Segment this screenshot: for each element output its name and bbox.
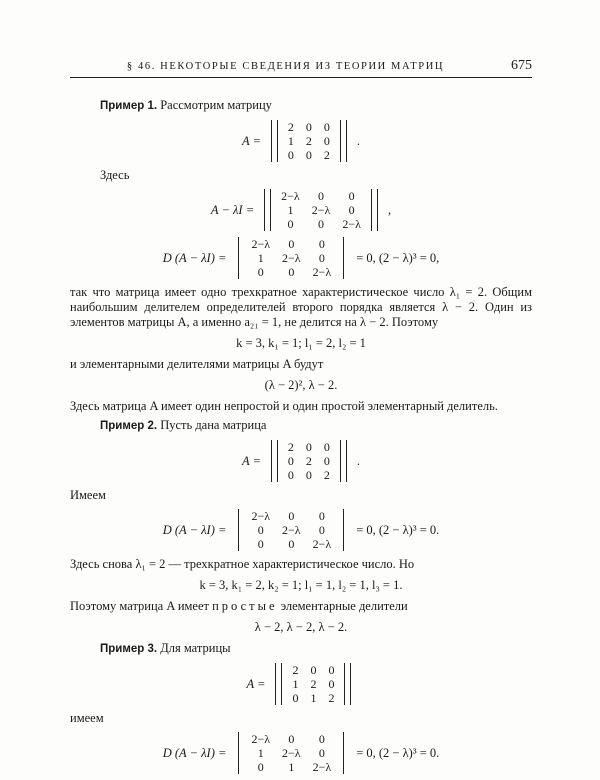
matrix-cell: 0 — [288, 509, 295, 523]
matrix-cell: 0 — [288, 732, 295, 746]
running-title: § 46. НЕКОТОРЫЕ СВЕДЕНИЯ ИЗ ТЕОРИИ МАТРИЦ — [126, 61, 445, 72]
matrix-table — [245, 509, 337, 551]
matrix-bracket — [343, 509, 344, 551]
matrix-table — [282, 440, 336, 482]
matrix-cell: 0 — [292, 691, 299, 705]
matrix-cell: 2 — [287, 440, 294, 454]
matrix-bracket — [340, 440, 347, 482]
matrix-cell: 0 — [287, 454, 294, 468]
matrix-cell: 2−λ — [312, 537, 332, 551]
matrix-cell: 2−λ — [251, 732, 271, 746]
matrix-cell: 0 — [328, 663, 335, 677]
matrix-bracket — [371, 189, 378, 231]
matrix-cell: 0 — [318, 732, 325, 746]
matrix-cell: 2 — [328, 691, 335, 705]
matrix-cell: 0 — [257, 265, 264, 279]
matrix-cell: 0 — [257, 760, 264, 774]
matrix-cell: 2 — [292, 663, 299, 677]
matrix-cell: 1 — [257, 251, 264, 265]
ex2-text2: Поэтому матрица A имеет простые элементарные делители — [70, 599, 408, 613]
matrix-cell: 2−λ — [282, 523, 301, 537]
ex2-have: Имеем — [70, 488, 106, 502]
matrix-cell: 0 — [288, 265, 295, 279]
matrix-cell: 0 — [318, 217, 325, 231]
matrix-cell: 2−λ — [342, 217, 361, 231]
matrix-cell: 2−λ — [312, 760, 332, 774]
ex1-text3: Здесь матрица A имеет один непростой и один простой элементарный делитель. — [70, 399, 498, 413]
ex1-k-line: k = 3, k₁ = 1; l₁ = 2, l₂ = 1 — [236, 336, 366, 350]
matrix-cell: 0 — [328, 677, 335, 691]
ex3-intro: Пример 3. Для матрицы — [100, 641, 231, 655]
matrix-cell: 2 — [323, 148, 330, 162]
matrix-bracket — [340, 120, 347, 162]
ex1-intro: Пример 1. Рассмотрим матрицу — [100, 98, 272, 112]
matrix-cell: 0 — [305, 440, 312, 454]
matrix-cell: 0 — [287, 468, 294, 482]
matrix-cell: 0 — [287, 217, 294, 231]
matrix-cell: 2 — [305, 134, 312, 148]
ex1-here: Здесь — [100, 168, 130, 182]
matrix-table — [282, 120, 336, 162]
matrix-cell: 0 — [348, 189, 355, 203]
matrix-cell: 2−λ — [311, 203, 331, 217]
matrix-bracket — [343, 732, 344, 774]
matrix-cell: 0 — [305, 120, 312, 134]
matrix-cell: 0 — [318, 251, 325, 265]
matrix-cell: 0 — [323, 134, 330, 148]
matrix-cell: 0 — [288, 237, 295, 251]
ex3-have: имеем — [70, 711, 104, 725]
matrix-bracket — [343, 237, 344, 279]
matrix-cell: 1 — [288, 760, 295, 774]
matrix-cell: 2 — [310, 677, 317, 691]
matrix-bracket — [271, 440, 278, 482]
matrix-cell: 0 — [305, 468, 312, 482]
matrix-cell: 0 — [318, 237, 325, 251]
matrix-cell: 2−λ — [251, 509, 271, 523]
ex2-matrix-a: A = 2 0 0 0 2 0 0 0 2 . — [241, 440, 361, 482]
matrix-cell: 0 — [287, 148, 294, 162]
matrix-cell: 2 — [287, 120, 294, 134]
matrix-cell: 0 — [318, 509, 325, 523]
matrix-table — [286, 663, 340, 705]
matrix-cell: 2 — [323, 468, 330, 482]
matrix-cell: 0 — [323, 454, 330, 468]
page-header — [70, 58, 532, 78]
ex2-divisors: λ − 2, λ − 2, λ − 2. — [254, 620, 348, 634]
ex1-text1: так что матрица имеет одно трехкратное характеристическое число λ₁ = 2. Общим наибольшим делителем определителей второго порядка является λ − 2. Один из элементов матрицы A, а именно a₂₁ = 1, не делится на λ − 2. Поэтому — [70, 285, 532, 329]
matrix-bracket — [344, 663, 351, 705]
matrix-cell: 0 — [257, 523, 264, 537]
matrix-cell: 2−λ — [282, 746, 301, 760]
ex2-k-line: k = 3, k₁ = 2, k₂ = 1; l₁ = 1, l₂ = 1, l₃ = 1. — [199, 578, 403, 592]
matrix-bracket — [238, 237, 239, 279]
matrix-cell: 1 — [287, 134, 294, 148]
ex3-determinant: D (A − λI) = 2−λ 0 0 1 2−λ 0 0 1 2−λ = 0, (2 − λ)³ = 0. — [162, 732, 440, 774]
matrix-cell: 1 — [310, 691, 317, 705]
ex2-intro: Пример 2. Пусть дана матрица — [100, 418, 267, 432]
matrix-cell: 0 — [305, 148, 312, 162]
matrix-cell: 0 — [323, 440, 330, 454]
matrix-table — [275, 189, 367, 231]
matrix-bracket — [275, 663, 282, 705]
matrix-cell: 0 — [310, 663, 317, 677]
ex1-text2: и элементарными делителями матрицы A будут — [70, 357, 324, 371]
matrix-cell: 2−λ — [282, 251, 301, 265]
matrix-cell: 1 — [287, 203, 294, 217]
ex1-matrix-a: A = 2 0 0 1 2 0 0 0 2 . — [241, 120, 361, 162]
matrix-cell: 0 — [318, 189, 325, 203]
matrix-bracket — [271, 120, 278, 162]
matrix-bracket — [264, 189, 271, 231]
matrix-cell: 2−λ — [312, 265, 332, 279]
matrix-cell: 1 — [292, 677, 299, 691]
matrix-bracket — [238, 509, 239, 551]
matrix-table — [245, 732, 337, 774]
ex3-label: Пример 3. — [100, 643, 158, 655]
matrix-cell: 2−λ — [251, 237, 271, 251]
ex1-matrix-al: A − λI = 2−λ 0 0 1 2−λ 0 0 0 2−λ , — [210, 189, 392, 231]
matrix-bracket — [238, 732, 239, 774]
matrix-cell: 0 — [348, 203, 355, 217]
ex1-determinant: D (A − λI) = 2−λ 0 0 1 2−λ 0 0 0 2−λ = 0, (2 − λ)³ = 0, — [162, 237, 440, 279]
ex2-text1: Здесь снова λ₁ = 2 — трехкратное характеристическое число. Но — [70, 557, 415, 571]
ex1-label: Пример 1. — [100, 100, 158, 112]
ex3-matrix-a: A = 2 0 0 1 2 0 0 1 2 — [70, 663, 532, 705]
page-number: 675 — [511, 58, 532, 73]
matrix-table — [245, 237, 337, 279]
matrix-cell: 1 — [257, 746, 264, 760]
ex2-determinant: D (A − λI) = 2−λ 0 0 0 2−λ 0 0 0 2−λ = 0, (2 − λ)³ = 0. — [162, 509, 440, 551]
matrix-cell: 0 — [257, 537, 264, 551]
book-page — [70, 58, 532, 780]
ex2-label: Пример 2. — [100, 420, 158, 432]
matrix-cell: 2−λ — [281, 189, 300, 203]
matrix-cell: 0 — [288, 537, 295, 551]
matrix-cell: 0 — [318, 746, 325, 760]
matrix-cell: 2 — [305, 454, 312, 468]
ex1-divisors: (λ − 2)², λ − 2. — [264, 378, 338, 392]
matrix-cell: 0 — [323, 120, 330, 134]
matrix-cell: 0 — [318, 523, 325, 537]
